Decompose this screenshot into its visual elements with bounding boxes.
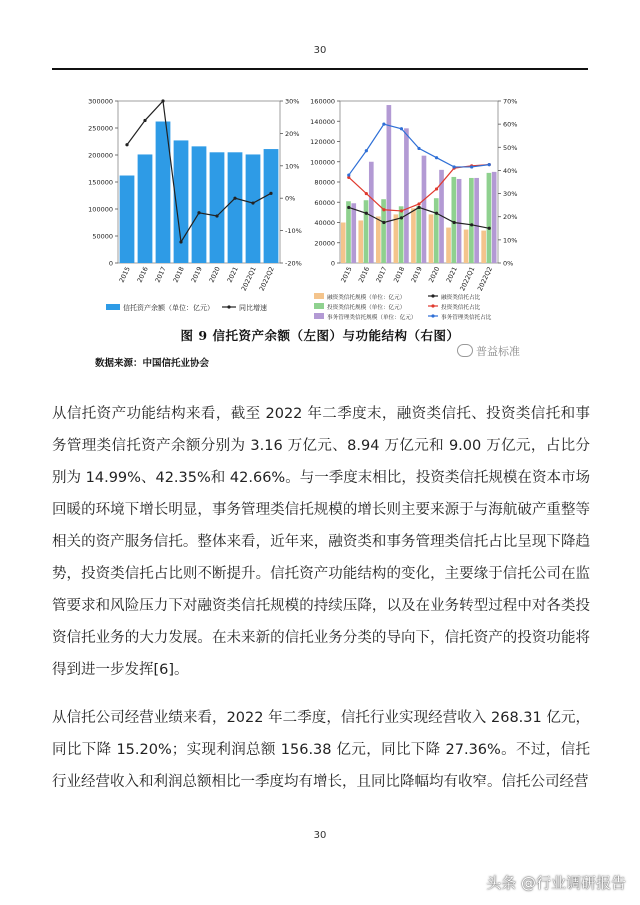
- x-tick-label: 2021: [444, 265, 459, 284]
- bar: [394, 214, 399, 263]
- y-right-tick-label: 50%: [503, 143, 518, 152]
- line-point: [347, 173, 350, 176]
- y-left-tick-label: 100000: [88, 205, 113, 214]
- line-point: [400, 216, 403, 219]
- y-left-tick-label: 100000: [310, 158, 335, 167]
- x-tick-label: 2018: [171, 265, 186, 284]
- line-point: [382, 208, 385, 211]
- line-point: [400, 209, 403, 212]
- line-point: [417, 206, 420, 209]
- bar: [387, 105, 392, 263]
- legend-label: 融资类信托占比: [441, 295, 481, 301]
- legend-marker: [431, 294, 434, 297]
- y-left-tick-label: 300000: [88, 97, 113, 106]
- bar: [192, 146, 207, 263]
- y-left-tick-label: 20000: [314, 239, 335, 248]
- bar: [487, 173, 492, 263]
- legend-label: 事务管理类信托占比: [441, 315, 492, 321]
- footer-brand: 头条 @行业调研报告: [486, 874, 626, 892]
- x-tick-label: 2015: [117, 265, 132, 284]
- y-left-tick-label: 0: [330, 259, 335, 268]
- line-point: [143, 119, 146, 122]
- bar: [404, 128, 409, 263]
- bar: [376, 216, 381, 263]
- legend-swatch: [314, 293, 324, 299]
- legend-marker: [431, 304, 434, 307]
- bar: [246, 154, 261, 263]
- bar: [464, 230, 469, 263]
- legend-marker: [431, 314, 434, 317]
- bar: [358, 220, 363, 263]
- line-point: [382, 221, 385, 224]
- bar: [228, 152, 243, 263]
- watermark-text: 普益标准: [476, 345, 520, 358]
- function-structure-chart: [300, 88, 540, 328]
- paragraph-text: 从信托资产功能结构来看，截至 2022 年二季度末，融资类信托、投资类信托和事务管理类信托资产余额分别为 3.16 万亿元、8.94 万亿元和 9.00 万亿元，占比分别为 14.99%、42.35%和 42.66%。与一季度末相比，投资类信托规模在资本市场回暖的环境下增长明显，事务管理类信托规模的增长则主要来源于与海航破产重整等相关的资产服务信托。整体来看，近年来，融资类和事务管理类信托占比呈现下降趋势，投资类信托占比则不断提升。信托资产功能结构的变化，主要缘于信托公司在监管要求和风险压力下对融资类信托规模的持续压降，以及在业务转型过程中对各类投资信托业务的大力发展。在未来新的信托业务分类的导向下，信托资产的投资功能将得到进一步发挥[6]。: [52, 406, 590, 678]
- bar: [120, 176, 135, 263]
- x-tick-label: 2022Q2: [475, 265, 495, 293]
- bar: [469, 178, 474, 263]
- line-point: [400, 127, 403, 130]
- y-right-tick-label: 20%: [285, 129, 300, 138]
- y-left-tick-label: 120000: [310, 138, 335, 146]
- line-point: [417, 147, 420, 150]
- bar: [446, 228, 451, 263]
- bar: [341, 223, 346, 264]
- y-right-tick-label: 60%: [503, 120, 518, 129]
- y-right-tick-label: -20%: [285, 259, 302, 268]
- x-tick-label: 2015: [339, 265, 354, 284]
- wechat-icon: [457, 344, 473, 357]
- y-right-tick-label: 40%: [503, 166, 518, 175]
- y-left-tick-label: 80000: [314, 178, 335, 187]
- bar: [481, 231, 486, 263]
- bar: [351, 203, 356, 263]
- line-point: [417, 202, 420, 205]
- bar: [451, 177, 456, 263]
- x-tick-label: 2022Q1: [458, 265, 477, 293]
- line-point: [488, 163, 491, 166]
- x-tick-label: 2019: [409, 265, 424, 284]
- bar: [264, 149, 279, 263]
- line-point: [435, 212, 438, 215]
- y-left-tick-label: 40000: [314, 219, 335, 227]
- y-left-tick-label: 250000: [88, 124, 113, 133]
- line-point: [453, 221, 456, 224]
- line-point: [347, 206, 350, 209]
- bar: [411, 208, 416, 263]
- y-right-tick-label: 20%: [503, 213, 518, 222]
- line-point: [488, 227, 491, 230]
- bar: [429, 214, 434, 263]
- line-point: [365, 192, 368, 195]
- legend-swatch: [106, 304, 120, 310]
- bar: [474, 178, 479, 263]
- legend-label: 投资类信托规模（单位：亿元）: [327, 305, 406, 311]
- y-left-tick-label: 50000: [92, 232, 113, 241]
- line-point: [125, 143, 128, 146]
- bar: [369, 162, 374, 263]
- line-point: [233, 197, 236, 200]
- x-tick-label: 2019: [189, 265, 204, 284]
- y-left-tick-label: 0: [108, 259, 113, 268]
- line-point: [435, 187, 438, 190]
- legend-label: 事务管理类信托规模（单位：亿元）: [327, 315, 417, 321]
- line-point: [365, 149, 368, 152]
- line-point: [215, 214, 218, 217]
- figure-source: 数据来源：中国信托业协会: [95, 358, 210, 369]
- header-rule: [52, 68, 588, 70]
- line-point: [453, 165, 456, 168]
- y-right-tick-label: 30%: [285, 97, 300, 106]
- bar: [210, 152, 225, 263]
- y-right-tick-label: 0%: [285, 194, 296, 203]
- body-paragraph-1: [52, 398, 590, 686]
- bar: [434, 198, 439, 263]
- watermark: [457, 343, 520, 359]
- x-tick-label: 2016: [356, 265, 372, 284]
- line-point: [435, 156, 438, 159]
- x-tick-label: 2021: [225, 265, 240, 284]
- body-paragraph-2: [52, 702, 590, 798]
- bar: [138, 154, 153, 263]
- bar: [364, 200, 369, 263]
- y-left-tick-label: 140000: [310, 117, 335, 126]
- bar: [492, 172, 497, 263]
- paragraph-text: 从信托公司经营业绩来看，2022 年二季度，信托行业实现经营收入 268.31 亿元，同比下降 15.20%；实现利润总额 156.38 亿元，同比下降 27.36%。不过，信托行业经营收入和利润总额相比一季度均有增长，且同比降幅均有收窄。信托公司经营: [52, 710, 590, 790]
- y-left-tick-label: 200000: [88, 151, 113, 160]
- line-point: [365, 212, 368, 215]
- legend-label: 信托资产余额（单位：亿元）: [123, 304, 214, 312]
- bar: [399, 206, 404, 263]
- page-number-bottom: 30: [313, 830, 327, 841]
- line-point: [251, 201, 254, 204]
- legend-swatch: [314, 303, 324, 309]
- y-right-tick-label: 10%: [503, 236, 518, 245]
- legend-label: 同比增速: [239, 304, 267, 312]
- bar: [457, 179, 462, 263]
- legend-swatch: [314, 313, 324, 319]
- x-tick-label: 2018: [392, 265, 407, 284]
- y-right-tick-label: 70%: [503, 97, 518, 106]
- legend-marker: [227, 305, 230, 308]
- line-point: [269, 192, 272, 195]
- bar: [346, 201, 351, 263]
- y-left-tick-label: 60000: [314, 198, 335, 207]
- y-right-tick-label: 30%: [503, 190, 518, 199]
- legend-label: 投资类信托占比: [441, 305, 481, 311]
- bar: [416, 206, 421, 263]
- y-right-tick-label: 10%: [285, 162, 300, 171]
- line-point: [179, 240, 182, 243]
- page-number-top: 30: [313, 45, 327, 56]
- x-tick-label: 2022Q2: [257, 265, 276, 293]
- figure-caption: 图 9 信托资产余额（左图）与功能结构（右图）: [180, 328, 460, 343]
- line-point: [197, 211, 200, 214]
- y-left-tick-label: 150000: [88, 178, 113, 187]
- line-point: [382, 123, 385, 126]
- x-tick-label: 2017: [153, 265, 168, 284]
- y-left-tick-label: 160000: [310, 97, 335, 106]
- x-tick-label: 2020: [207, 265, 222, 284]
- y-right-tick-label: -10%: [285, 227, 302, 236]
- line-point: [470, 165, 473, 168]
- x-tick-label: 2020: [427, 265, 442, 284]
- line-point: [161, 99, 164, 102]
- x-tick-label: 2022Q1: [239, 265, 258, 293]
- y-right-tick-label: 0%: [503, 259, 514, 268]
- line-point: [470, 223, 473, 226]
- legend-label: 融资类信托规模（单位：亿元）: [327, 295, 406, 301]
- asset-balance-chart: [80, 88, 310, 313]
- x-tick-label: 2017: [374, 265, 389, 284]
- x-tick-label: 2016: [135, 265, 150, 284]
